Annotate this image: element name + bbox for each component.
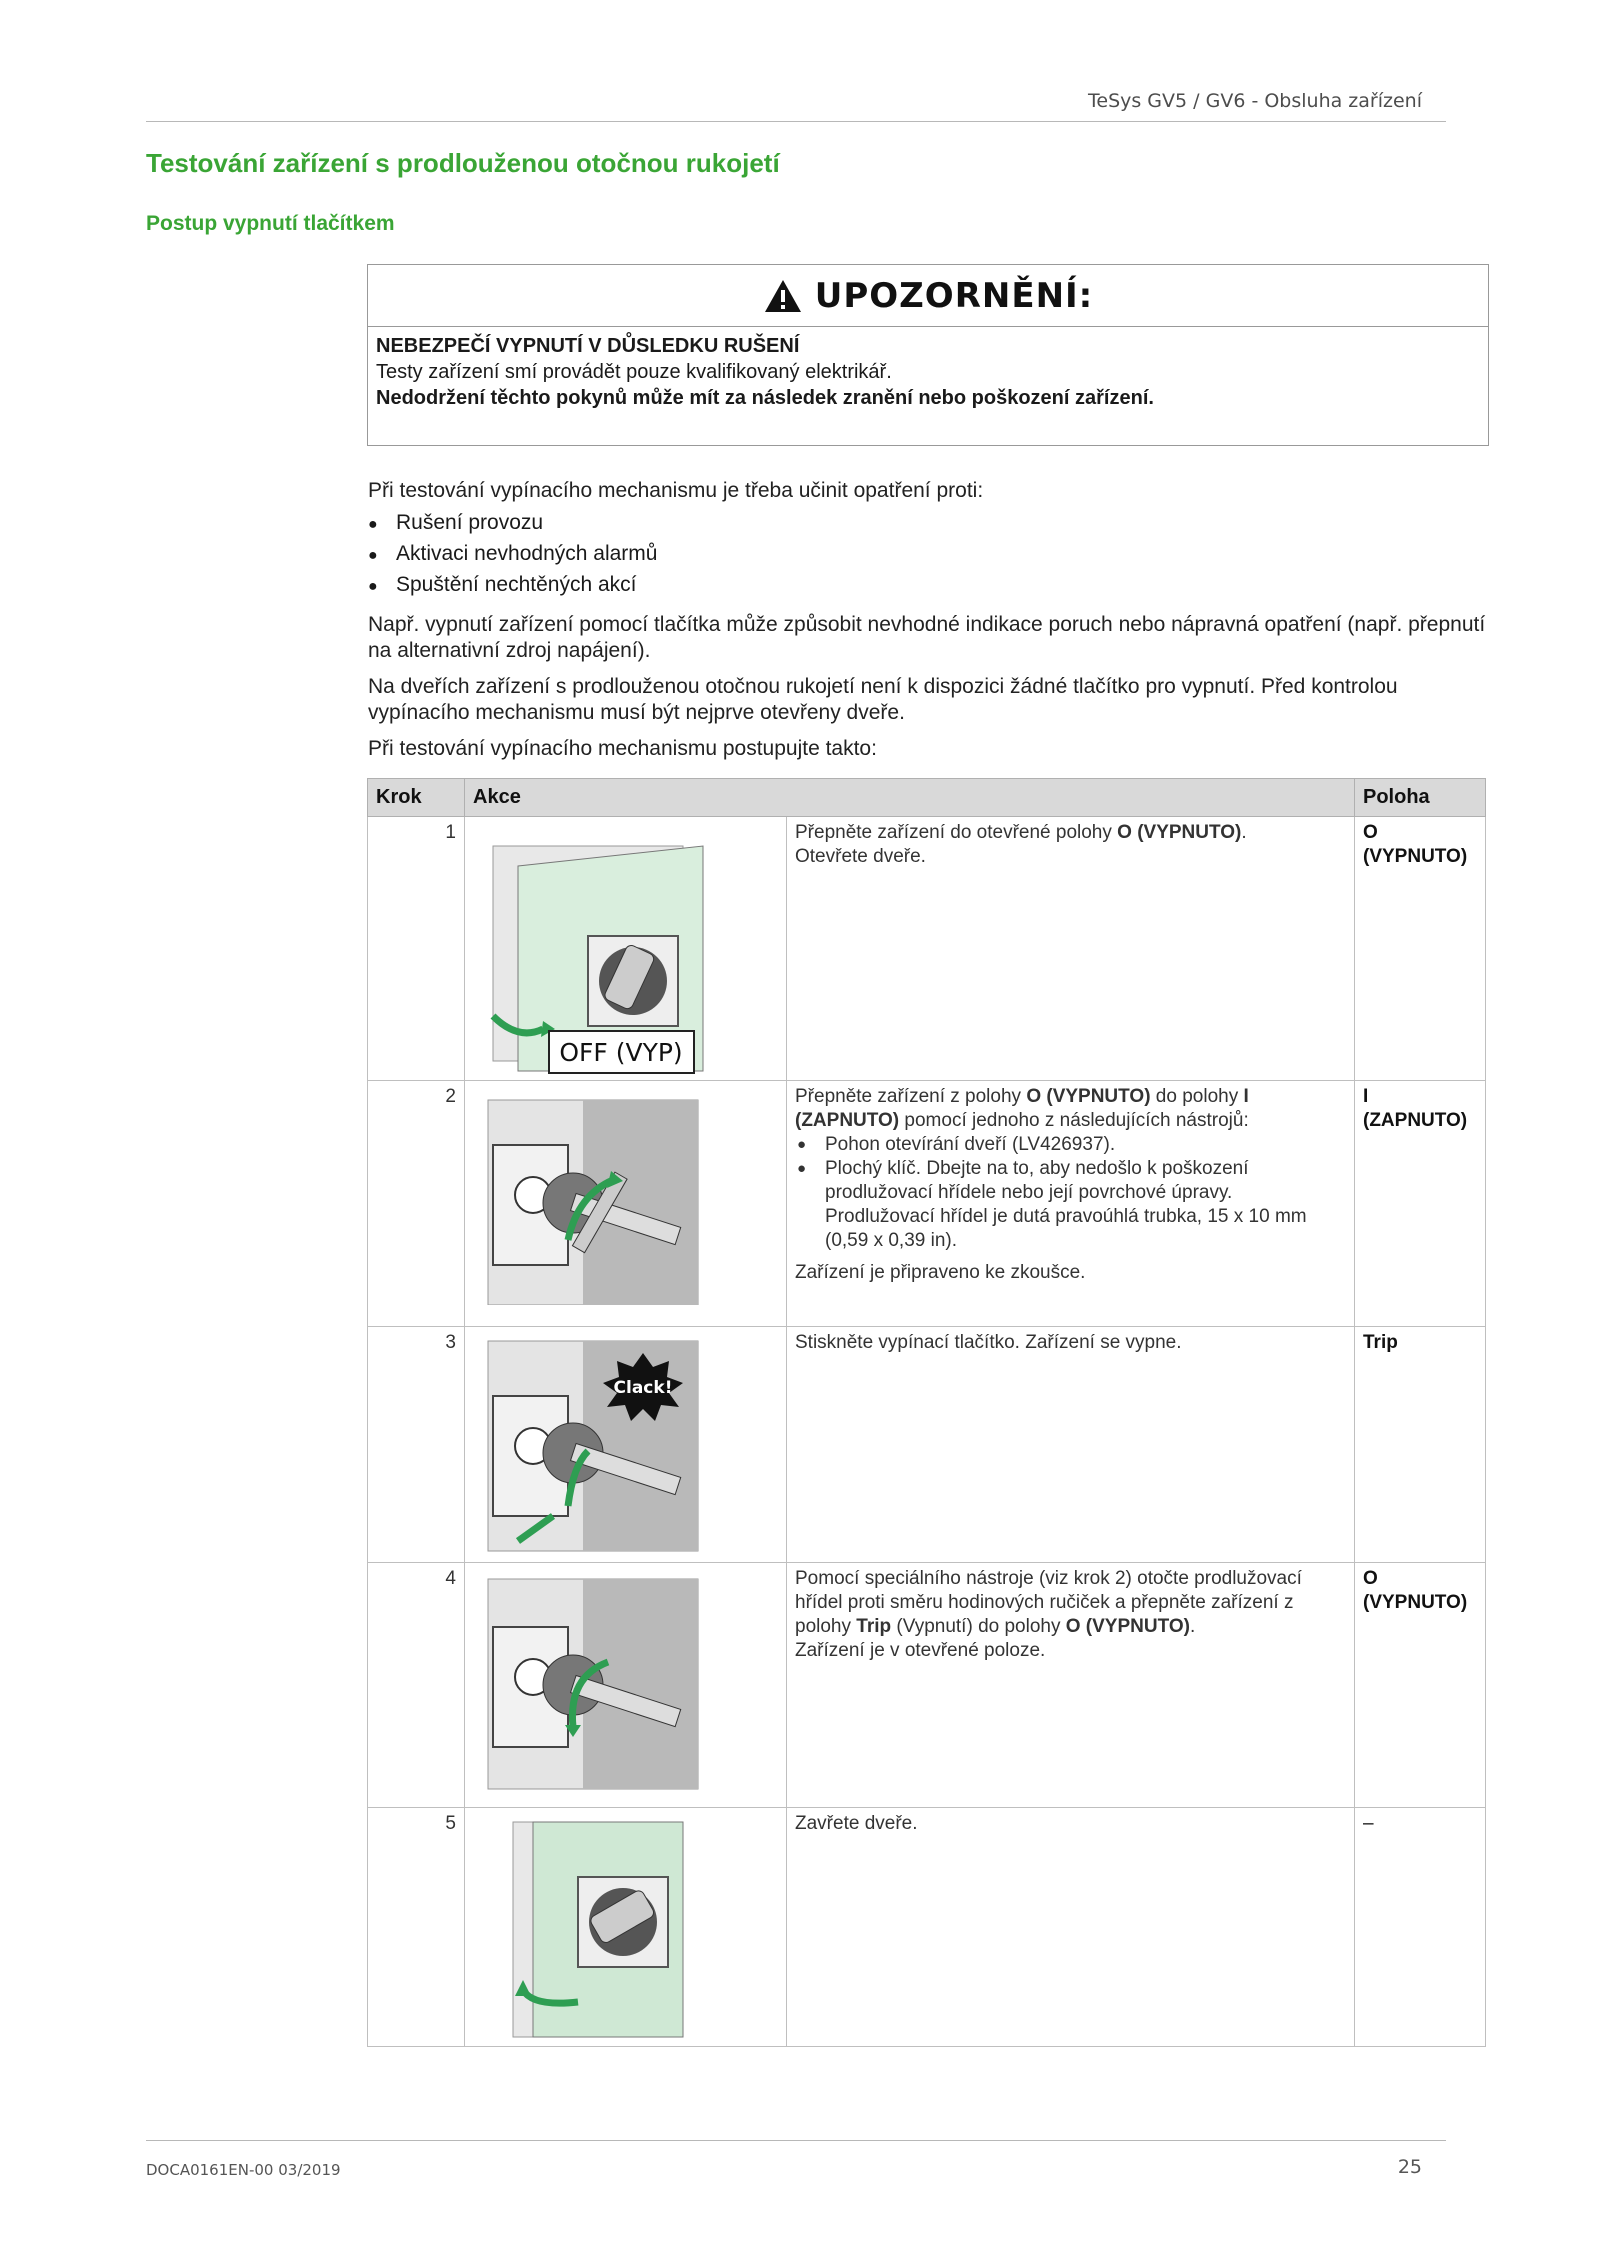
warning-hazard: NEBEZPEČÍ VYPNUTÍ V DŮSLEDKU RUŠENÍ — [376, 335, 800, 357]
table-header-row — [368, 779, 1486, 817]
step-action: Pomocí speciálního nástroje (viz krok 2) otočte prodlužovací hřídel proti směru hodinových ručiček a přepněte zařízení z polohy Trip (Vypnutí) do polohy O (VYPNUTO). Zařízení je v otevřené poloze. — [787, 1563, 1355, 1808]
steps-table — [367, 778, 1486, 2047]
list-item: ● Pohon otevírání dveří (LV426937). — [797, 1134, 1116, 1155]
table-row — [368, 1327, 1486, 1563]
column-header-step: Krok — [368, 779, 465, 817]
column-header-action: Akce — [465, 779, 1355, 817]
list-item: ● Aktivaci nevhodných alarmů — [368, 542, 658, 565]
warning-triangle-icon — [763, 278, 803, 314]
step-number: 1 — [368, 817, 465, 1081]
step-illustration — [465, 817, 787, 1081]
list-item: ● Rušení provozu — [368, 511, 544, 534]
clack-label: Clack! — [613, 1378, 673, 1398]
step-action: Stiskněte vypínací tlačítko. Zařízení se vypne. — [787, 1327, 1355, 1563]
warning-box — [367, 264, 1489, 446]
list-item: ● Spuštění nechtěných akcí — [368, 573, 637, 596]
step-illustration — [465, 1081, 787, 1327]
paragraph: Na dveřích zařízení s prodlouženou otočnou rukojetí není k dispozici žádné tlačítko pro vypnutí. Před kontrolou vypínacího mechanismu musí být nejprve otevřeny dveře. — [368, 675, 1398, 724]
step-number: 3 — [368, 1327, 465, 1563]
off-label: OFF (VYP) — [559, 1038, 683, 1067]
step-position: Trip — [1355, 1327, 1486, 1563]
step-action: Přepněte zařízení z polohy O (VYPNUTO) do polohy I (ZAPNUTO) pomocí jednoho z následujících nástrojů: ● Pohon otevírání dveří (LV426937). ● Plochý klíč. Dbejte na to, aby nedošlo k poškození prodlužovací hřídele nebo její povrchové úpravy. Prodlužovací hřídel je dutá pravoúhlá trubka, 15 x 10 mm (0,59 x 0,39 in). Zařízení je připraveno ke zkoušce. — [787, 1081, 1355, 1327]
warning-consequence: Nedodržení těchto pokynů může mít za následek zranění nebo poškození zařízení. — [376, 387, 1154, 409]
step-illustration — [465, 1808, 787, 2047]
step-action: Přepněte zařízení do otevřené polohy O (VYPNUTO). Otevřete dveře. — [787, 817, 1355, 1081]
step-number: 5 — [368, 1808, 465, 2047]
warning-title: UPOZORNĚNÍ: — [814, 275, 1094, 316]
column-header-position: Poloha — [1355, 779, 1486, 817]
step-illustration — [465, 1327, 787, 1563]
paragraph: Např. vypnutí zařízení pomocí tlačítka může způsobit nevhodné indikace poruch nebo nápravná opatření (např. přepnutí na alternativní zdroj napájení). — [368, 613, 1486, 662]
table-row — [368, 817, 1486, 1081]
step-position: – — [1355, 1808, 1486, 2047]
header-title: TeSys GV5 / GV6 - Obsluha zařízení — [1088, 90, 1422, 112]
step-position: I (ZAPNUTO) — [1355, 1081, 1486, 1327]
warning-header — [368, 265, 1488, 327]
subsection-heading: Postup vypnutí tlačítkem — [146, 212, 395, 235]
table-row — [368, 1563, 1486, 1808]
page-header — [146, 88, 1446, 122]
warning-line: Testy zařízení smí provádět pouze kvalifikovaný elektrikář. — [376, 361, 892, 383]
paragraph: Při testování vypínacího mechanismu postupujte takto: — [368, 737, 877, 760]
list-item: ● Plochý klíč. Dbejte na to, aby nedošlo k poškození prodlužovací hřídele nebo její povrchové úpravy. Prodlužovací hřídel je dutá pravoúhlá trubka, 15 x 10 mm (0,59 x 0,39 in). — [797, 1158, 1307, 1251]
step-position: O (VYPNUTO) — [1355, 817, 1486, 1081]
step-number: 2 — [368, 1081, 465, 1327]
section-heading: Testování zařízení s prodlouženou otočnou rukojetí — [146, 148, 780, 178]
table-row — [368, 1081, 1486, 1327]
step-position: O (VYPNUTO) — [1355, 1563, 1486, 1808]
step-number: 4 — [368, 1563, 465, 1808]
step-illustration — [465, 1563, 787, 1808]
intro-text: Při testování vypínacího mechanismu je třeba učinit opatření proti: — [368, 479, 984, 502]
document-code: DOCA0161EN-00 03/2019 — [146, 2161, 341, 2179]
table-row — [368, 1808, 1486, 2047]
page-footer — [146, 2140, 1446, 2179]
page-number: 25 — [1397, 2156, 1422, 2178]
step-action: Zavřete dveře. — [787, 1808, 1355, 2047]
